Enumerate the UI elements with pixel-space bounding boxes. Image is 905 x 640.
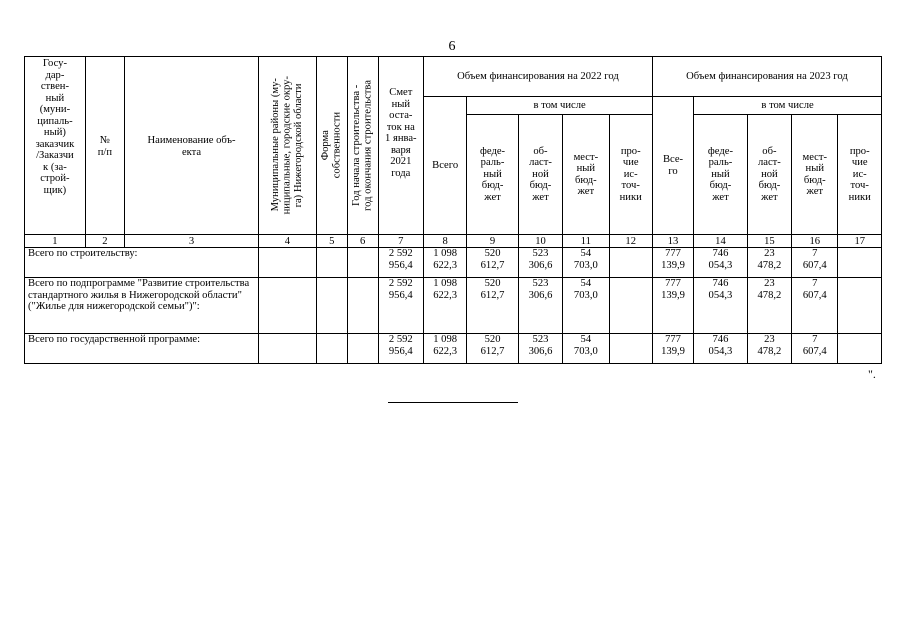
value-cell: 777 139,9 <box>652 278 693 334</box>
value-cell: 777 139,9 <box>652 248 693 278</box>
value-cell: 520 612,7 <box>467 248 519 278</box>
value-cell <box>838 278 882 334</box>
column-number: 8 <box>423 235 466 248</box>
bottom-rule <box>388 402 518 403</box>
value-cell <box>609 278 652 334</box>
value-cell: 523 306,6 <box>518 334 562 364</box>
empty-cell <box>316 334 347 364</box>
value-cell <box>838 334 882 364</box>
empty-cell <box>316 248 347 278</box>
empty-cell <box>347 278 378 334</box>
header-total-2022: Всего <box>423 97 466 235</box>
header-funding-2022: Объем финансирования на 2022 год <box>423 57 652 97</box>
header-regional-2023: об- ласт- ной бюд- жет <box>747 115 791 235</box>
header-ownership <box>316 57 347 235</box>
value-cell: 746 054,3 <box>694 278 748 334</box>
header-number: № п/п <box>85 57 124 235</box>
empty-cell <box>347 248 378 278</box>
column-number: 2 <box>85 235 124 248</box>
column-number-row <box>25 235 882 248</box>
header-districts <box>259 57 317 235</box>
header-federal-2023: феде- раль- ный бюд- жет <box>694 115 748 235</box>
column-number: 10 <box>518 235 562 248</box>
value-cell: 520 612,7 <box>467 334 519 364</box>
column-number: 3 <box>125 235 259 248</box>
column-number: 1 <box>25 235 86 248</box>
header-estimate: Смет ный оста- ток на 1 янва- варя 2021 года <box>378 57 423 235</box>
column-number: 12 <box>609 235 652 248</box>
data-rows <box>25 248 882 364</box>
empty-cell <box>347 334 378 364</box>
value-cell: 23 478,2 <box>747 278 791 334</box>
column-number: 16 <box>792 235 838 248</box>
table-row <box>25 278 882 334</box>
budget-table <box>24 56 882 364</box>
value-cell: 7 607,4 <box>792 334 838 364</box>
header-years <box>347 57 378 235</box>
table-row <box>25 334 882 364</box>
empty-cell <box>259 334 317 364</box>
value-cell: 746 054,3 <box>694 248 748 278</box>
value-cell: 523 306,6 <box>518 248 562 278</box>
column-number: 5 <box>316 235 347 248</box>
header-regional-2022: об- ласт- ной бюд- жет <box>518 115 562 235</box>
column-number: 6 <box>347 235 378 248</box>
column-number: 14 <box>694 235 748 248</box>
value-cell: 7 607,4 <box>792 248 838 278</box>
value-cell <box>838 248 882 278</box>
row-label: Всего по государственной программе: <box>25 334 259 364</box>
column-number: 11 <box>563 235 609 248</box>
value-cell: 746 054,3 <box>694 334 748 364</box>
value-cell <box>609 248 652 278</box>
value-cell: 777 139,9 <box>652 334 693 364</box>
header-customer: Госу- дар- ствен- ный (муни- ципаль- ный) заказчик /Заказчи к (за- строй- щик) <box>25 57 86 235</box>
header-districts-text: Муниципальные районы (му- ниципальные, городские окру- га) Нижегородской области <box>270 76 305 215</box>
column-number: 4 <box>259 235 317 248</box>
value-cell: 2 592 956,4 <box>378 248 423 278</box>
header-years-text: Год начала строительства - год окончания строительства <box>351 80 374 211</box>
header-including-2023: в том числе <box>694 97 882 115</box>
column-number: 13 <box>652 235 693 248</box>
empty-cell <box>259 278 317 334</box>
value-cell: 7 607,4 <box>792 278 838 334</box>
value-cell: 1 098 622,3 <box>423 248 466 278</box>
header-federal-2022: феде- раль- ный бюд- жет <box>467 115 519 235</box>
closing-quote: ". <box>868 367 876 381</box>
empty-cell <box>316 278 347 334</box>
value-cell: 2 592 956,4 <box>378 278 423 334</box>
column-number: 17 <box>838 235 882 248</box>
value-cell: 54 703,0 <box>563 334 609 364</box>
header-other-2023: про- чие ис- точ- ники <box>838 115 882 235</box>
header-funding-2023: Объем финансирования на 2023 год <box>652 57 881 97</box>
table-row <box>25 248 882 278</box>
header-other-2022: про- чие ис- точ- ники <box>609 115 652 235</box>
row-label: Всего по строительству: <box>25 248 259 278</box>
page-number: 6 <box>448 39 456 54</box>
value-cell: 23 478,2 <box>747 334 791 364</box>
column-number: 15 <box>747 235 791 248</box>
value-cell: 23 478,2 <box>747 248 791 278</box>
value-cell: 1 098 622,3 <box>423 334 466 364</box>
row-label: Всего по подпрограмме "Развитие строительства стандартного жилья в Нижегородской области" ("Жилье для нижегородской семьи")": <box>25 278 259 334</box>
header-object-name: Наименование объ- екта <box>125 57 259 235</box>
value-cell: 523 306,6 <box>518 278 562 334</box>
empty-cell <box>259 248 317 278</box>
column-number: 9 <box>467 235 519 248</box>
header-total-2023: Все- го <box>652 97 693 235</box>
value-cell: 54 703,0 <box>563 278 609 334</box>
value-cell: 54 703,0 <box>563 248 609 278</box>
column-number: 7 <box>378 235 423 248</box>
value-cell: 1 098 622,3 <box>423 278 466 334</box>
header-local-2023: мест- ный бюд- жет <box>792 115 838 235</box>
header-including-2022: в том числе <box>467 97 653 115</box>
value-cell: 2 592 956,4 <box>378 334 423 364</box>
value-cell: 520 612,7 <box>467 278 519 334</box>
header-ownership-text: Форма собственности <box>320 112 343 179</box>
value-cell <box>609 334 652 364</box>
header-local-2022: мест- ный бюд- жет <box>563 115 609 235</box>
